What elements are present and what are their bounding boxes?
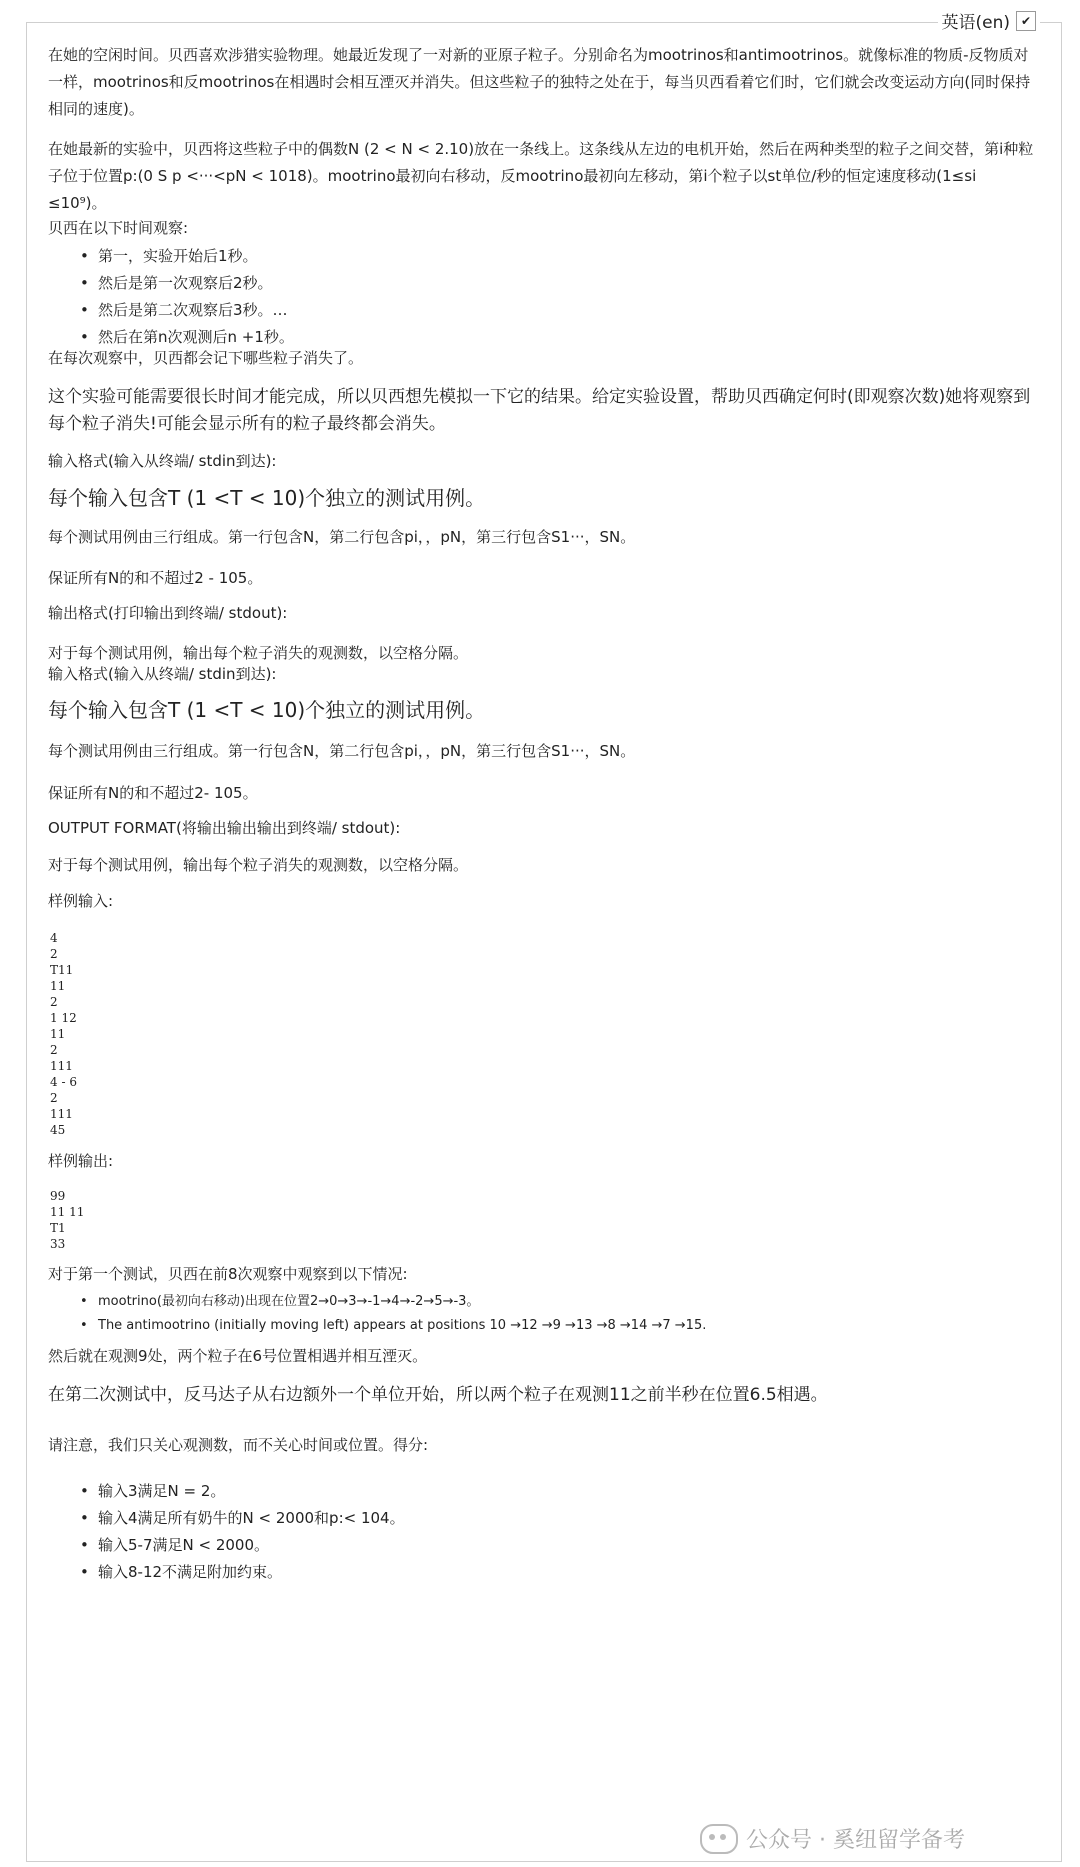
- code-line: 2: [50, 1091, 58, 1105]
- language-selector[interactable]: [938, 8, 1041, 33]
- list-item: • mootrino(最初向右移动)出现在位置2→0→3→-1→4→-2→5→-3。: [80, 1290, 706, 1314]
- observe-after: 在每次观察中，贝西都会记下哪些粒子消失了。: [48, 349, 364, 367]
- intro-paragraph-1: 在她的空闲时间。贝西喜欢涉猎实验物理。她最近发现了一对新的亚原子粒子。分别命名为mootrinos和antimootrinos。就像标准的物质-反物质对一样，mootrinos和反mootrinos在相遇时会相互湮灭并消失。但这些粒子的独特之处在于，每当贝西看着它们时，它们就会改变运动方向(同时保持相同的速度)。: [48, 46, 1031, 118]
- wechat-icon: [700, 1824, 738, 1854]
- guarantee-line: 保证所有N的和不超过2 - 105。: [48, 569, 263, 587]
- code-line: 111: [50, 1059, 73, 1073]
- task-paragraph: 这个实验可能需要很长时间才能完成，所以贝西想先模拟一下它的结果。给定实验设置，帮助贝西确定何时(即观察次数)她将观察到每个粒子消失!可能会显示所有的粒子最终都会消失。: [48, 387, 1031, 434]
- explanation-then: 然后就在观测9处，两个粒子在6号位置相遇并相互湮灭。: [48, 1347, 428, 1365]
- code-line: 4: [50, 931, 58, 945]
- code-line: 2: [50, 947, 58, 961]
- explanation-second: 在第二次测试中，反马达子从右边额外一个单位开始，所以两个粒子在观测11之前半秒在位置6.5相遇。: [48, 1385, 828, 1405]
- chevron-down-icon[interactable]: ✔: [1016, 11, 1036, 31]
- code-line: 11 11: [50, 1205, 85, 1219]
- code-line: 1 12: [50, 1011, 77, 1025]
- code-line: 111: [50, 1107, 73, 1121]
- watermark-text: 公众号 · 奚纽留学备考: [746, 1828, 965, 1853]
- intro-paragraph-2: 在她最新的实验中，贝西将这些粒子中的偶数N (2 < N < 2.10)放在一条线上。这条线从左边的电机开始，然后在两种类型的粒子之间交替，第i种粒子位于位置p:(0 S p <···<pN < 1018)。mootrino最初向右移动，反mootrino最初向左移动，第i个粒子以st单位/秒的恒定速度移动(1≤si ≤10⁹)。: [48, 140, 1034, 212]
- list-item: • 然后在第n次观测后n +1秒。: [80, 324, 294, 351]
- language-label: 英语(en): [941, 13, 1010, 33]
- list-item: • 然后是第二次观察后3秒。…: [80, 297, 294, 324]
- code-line: 45: [50, 1123, 66, 1137]
- explanation-note: 请注意，我们只关心观测数，而不关心时间或位置。得分:: [48, 1436, 429, 1454]
- sample-output-heading: 样例输出:: [48, 1152, 114, 1170]
- list-item: • 输入3满足N = 2。: [80, 1478, 405, 1505]
- sample-input-heading: 样例输入:: [48, 892, 114, 910]
- code-line: T1: [50, 1221, 66, 1235]
- code-line: T11: [50, 963, 74, 977]
- input-lines-desc: 每个测试用例由三行组成。第一行包含N，第二行包含pi，，pN，第三行包含S1···，SN。: [48, 742, 636, 760]
- list-item: • 输入4满足所有奶牛的N < 2000和p:< 104。: [80, 1505, 405, 1532]
- input-t-line: 每个输入包含T (1 <T < 10)个独立的测试用例。: [48, 486, 486, 510]
- code-line: 2: [50, 995, 58, 1009]
- code-line: 11: [50, 979, 66, 993]
- code-line: 99: [50, 1189, 66, 1203]
- sample-output-block: [50, 1188, 84, 1252]
- input-t-line: 每个输入包含T (1 <T < 10)个独立的测试用例。: [48, 698, 486, 722]
- input-format-heading: 输入格式(输入从终端/ stdin到达):: [48, 665, 277, 683]
- output-format-heading: OUTPUT FORMAT(将输出输出输出到终端/ stdout):: [48, 819, 401, 837]
- list-item: • 输入8-12不满足附加约束。: [80, 1559, 405, 1586]
- code-line: 4 - 6: [50, 1075, 77, 1089]
- explanation-first: 对于第一个测试，贝西在前8次观察中观察到以下情况:: [48, 1265, 408, 1283]
- code-line: 33: [50, 1237, 66, 1251]
- observe-list: [80, 243, 294, 351]
- list-item: • 输入5-7满足N < 2000。: [80, 1532, 405, 1559]
- code-line: 11: [50, 1027, 66, 1041]
- list-item: • 第一，实验开始后1秒。: [80, 243, 294, 270]
- scoring-list: [80, 1478, 405, 1586]
- code-line: 2: [50, 1043, 58, 1057]
- list-item: • 然后是第一次观察后2秒。: [80, 270, 294, 297]
- explanation-list: [80, 1290, 706, 1338]
- input-format-heading: 输入格式(输入从终端/ stdin到达):: [48, 452, 277, 470]
- output-desc: 对于每个测试用例，输出每个粒子消失的观测数，以空格分隔。: [48, 644, 469, 662]
- output-format-heading: 输出格式(打印输出到终端/ stdout):: [48, 604, 288, 622]
- guarantee-line: 保证所有N的和不超过2- 105。: [48, 784, 258, 802]
- output-desc: 对于每个测试用例，输出每个粒子消失的观测数，以空格分隔。: [48, 856, 469, 874]
- observe-heading: 贝西在以下时间观察:: [48, 219, 189, 237]
- sample-input-block: [50, 930, 77, 1138]
- watermark: [700, 1823, 965, 1854]
- list-item: • The antimootrino (initially moving left) appears at positions 10 →12 →9 →13 →8 →14 →7 →15.: [80, 1314, 706, 1338]
- input-lines-desc: 每个测试用例由三行组成。第一行包含N，第二行包含pi，，pN，第三行包含S1···，SN。: [48, 528, 636, 546]
